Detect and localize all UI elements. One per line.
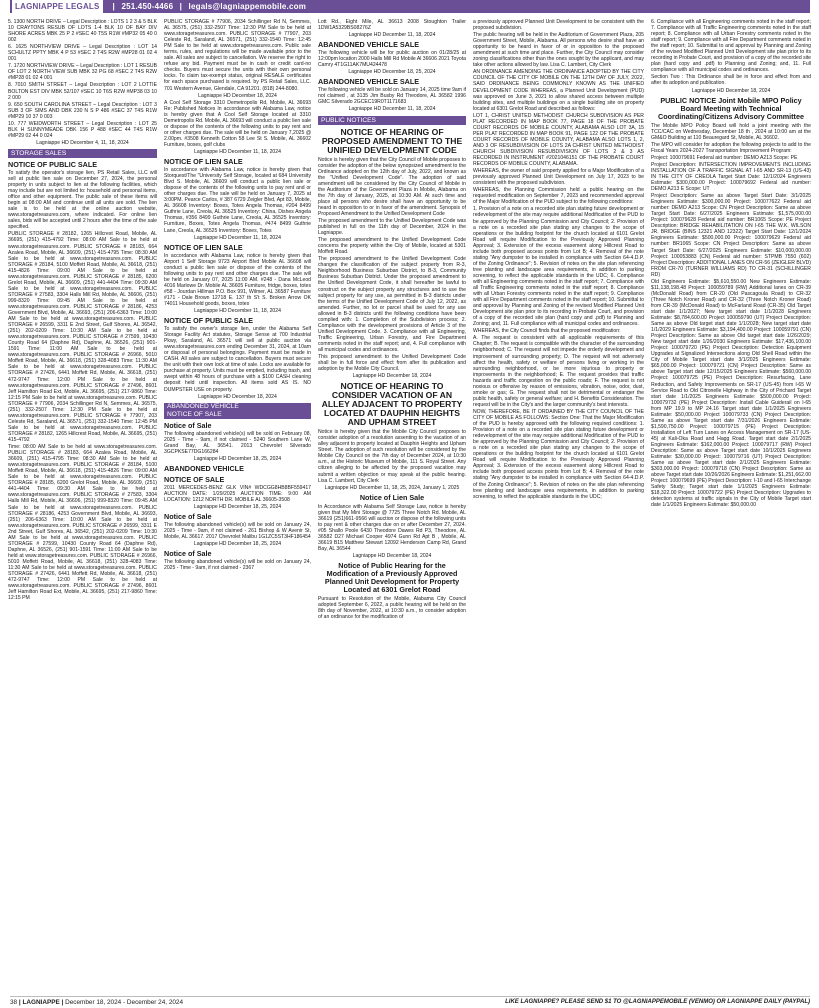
legal-paragraph: The MPO will consider for adoption the following projects to add to the Fiscal Years 2024-2027 Transportation Improvement Program: [651,141,811,154]
legal-paragraph: To satisfy the owner's storage lien, under the Alabama Self Storage Facility Act statutes, Storage Sense at 700 Industrial Pkwy, Saraland, AL 36571 will sell at public auction via www.storagetreasures.com ending December 31, 2024, at 10am or disposal of personal belongings. Payment must be made in CASH. All sales are subject to cancellation. Buyers must secure the unit with their own lock at time of sale. Locks are available for purchase at property. Units must be emptied, including trash, and swept within 48 hours of purchase with a $100 CASH cleaning deposit held until inspection. All items sold AS IS. NO DUMPSTER USE on property. [164,326,311,393]
header-phone: 251.450-4466 [121,2,174,11]
lagniappe-legals-brand: LAGNIAPPE LEGALS [12,0,103,13]
legal-paragraph: The proposed amendment to the Unified Development Code was published in full on the 11th day of December, 2024 in the Lagniappe. [318,217,466,237]
legal-paragraph: The following abandoned vehicle(s) will be sold on February 08, 2025 - Time - 9am, if not claimed - 5240 Southern Lane W, Grand Bay, AL 36541. 2013 Chevrolet Silverado 3GCPKSE77DG166284 [164,430,311,455]
notice-title: ABANDONED VEHICLE SALE [318,77,420,87]
legal-paragraph: Project: 100079691 Federal aid number: DEMO A213 Scope: PE [651,154,798,161]
notice-title: Notice of Sale [164,512,212,522]
publication-signature: Lagniappe HD December 11, 18, 2024 [194,148,281,155]
legal-paragraph: Lott Rd., Eight Mile, AL 36613 2008 Stoughton Trailer 1DW1A5329BS08276Z [318,19,466,32]
legal-paragraph: AN ORDINANCE AMENDING THE ORDINANCE ADOPTED BY THE CITY COUNCIL OF THE CITY OF MOBILE ON THE 12TH DAY OF JULY, 2022, SAID ORDINANCE BEING COMMONLY KNOWN AS THE UNIFIED DEVELOPMENT CODE WHEREAS, a Planned Unit Development (PUD) was approved on June 3, 2021 to allow shared access between multiple building sites, and multiple buildings on a single building site on property located at 6301 Grelot Road and described as follows: [473,69,644,112]
legal-paragraph: Pursuant to Resolution of the Mobile, Alabama City Council adopted September 6, 2022, a public hearing will be held on the 8th day of November, 2022, at 10:30 a.m., to consider adoption of an ordinance for the modification of [318,596,466,621]
legal-paragraph: 9. 650 SOUTH CAROLINA STREET – Legal Description : LOT 3 SUB 3 OF SIMS AND DBK 230 N S P 486 #SEC 37 T4S R1W #MP29 10 37 0 003 [8,101,157,120]
legal-paragraph: PUBLIC STORAGE # 77906, 2034 Schillinger Rd N, Semmes, AL 36575, (251) 332-2507 Time: 12:30 PM Sale to be held at www.storagetreasures.com. PUBLIC STORAGE # 77907, 203 Celeste Rd, Saraland, AL 36571, (251) 332-1540 Time: 12:45 PM Sale to be held at www.storagetreasures.com. Public sale terms, rules, and regulations will be made available prior to the sale. All sales are subject to cancellation. We reserve the right to refuse any bid. Payment must be in cash or credit card-no checks. Buyers must secure the units with their own personal locks. To claim tax-exempt status, original RESALE certificates for each space purchased is required. by PS Retail Sales, LLC. 701 Western Avenue, Glendale, CA 91201. (818) 244-8080. [164,19,311,92]
legal-paragraph: The proposed amendment to the Unified Development Code concerns the property within the City of Mobile, located at 5301 Moffett Road. [318,237,466,256]
legal-paragraph: In accordance with Alabama Law, notice is hereby given that Storquest/The "University Self Storage, located at 684 University Blvd S. Mobile, AL 36609 will conduct a public lien sale or dispose of the contents of the following units to pay rent and or other charges due. The sale will be held on January 7, 2025 at 3:00PM. Pearce Carlos, # 387 6729 Zeigler Blvd, Apt 83, Mobile, AL 36608 Inventory: Boxes, Totes Angela Thomas, #204 8499 Guthrie Lane, Creola, AL 36525 Inventory: China, Dishes Angela Thomas, #356 8499 Guthrie Lane, Creola, AL 36525 Inventory: Furniture, Boxes, Totes Angela Thomas, #474 8499 Guthrie Lane, Creola, AL 36525 Inventory: Boxes, Totes [164,167,311,234]
legal-paragraph: In Accordance with Alabama Self Storage Law, notice is hereby given that My Mini Storage @ 7725 Three Notch Rd. Mobile, AL 36619 (251)661-9566 will auction or dispose of the following units to pay rent & other charges due on or after December 27, 2024. #05 Shallo Poole 6430 Theodore Dawes Rd P3, Theodore, AL 36582 D27 Michael Cooper 4974 Gunn Rd Apt B , Mobile, AL 36619 B15 Matthew Stewart 12092 Henderson Camp Rd, Grand Bay, AL 36544 [318,503,466,552]
legal-paragraph: The following vehicle will be sold on January 14, 2025 time 9am if not claimed , at 3135 Jim Busby Rd Theodore, AL 36582 1996 GMC Silverado 2GCEC19R0T1171683 [318,87,466,106]
legal-paragraph: Notice is hereby given that the Mobile City Council proposes to consider adoption of a resolution assenting to the vacation of an alley adjacent to property located at Dauphin Heights and Upham Street. The adoption of such resolution will be considered by the Mobile City Council on the 7th day of December 2024, at 10:30 a.m., at the Historic Museum of Mobile, 111 S. Royal Street. Any citizen alleging to be affected by the proposed vacation may submit a written objection or may speak at the public hearing. Lisa C. Lambert, City Clerk [318,429,466,484]
notice-title: NOTICE OF LIEN SALE [164,157,243,167]
notice-title: Notice of Sale [164,549,212,559]
legal-paragraph: The Mobile MPO Policy Board will hold a joint meeting with the TCC/CAC on Wednesday, December 18 th , 2024 at 10:00 am at the GM&O Building at 110 Beauregard St, Mobile, AL 36602. [651,122,811,141]
publication-signature: Lagniappe HD December 18, 2024 [198,393,277,400]
notice-title: Notice of Sale [164,420,212,430]
legal-paragraph: NOW, THEREFORE, BE IT ORDAINED BY THE CITY COUNCIL OF THE CITY OF MOBILE AS FOLLOWS: Section One: That the Major Modification of the PUD is hereby approved with the following required conditions: 1. Provision of a note on a recorded site plan stating future development or redevelopment of the site may require additional Modification of the PUD to be approved by the Planning Commission and City Council; 2. Provision of a note on a recorded site plan stating any changes to the scope of operations or the building footprint for the church located at 6101 Grelot Road will require Modification to the Previously Approved Planning Approval; 3. Extension of the excess easement along Hillcrest Road to include both proposed access points from Lot B; 4. Removal of the note stating "Any dumpster to be installed in compliance with Section 64-4.D.P. of the Zoning Ordinance"; 5. Revision of notes on the site plan referencing tree planting and landscape area requirements, in addition to parking screening, to reflect the applicable standards in the UDC; [473,408,644,500]
notice-title: Notice of Lien Sale [359,492,425,502]
column-4 [473,19,644,995]
legal-paragraph: PUBLIC STORAGE # 28182, 1265 Hillcrest Road, Mobile, AL 36695, (251) 415-4792 Time: 08:00 AM Sale to be held at www.storagetreasures.com. PUBLIC STORAGE # 28183, 664 Azalea Road, Mobile, AL 36609, (251) 415-4795 Time: 08:30 AM Sale to be held at www.storagetreasures.com. PUBLIC STORAGE # 28184, 5100 Moffett Road, Mobile, AL 36618, (251) 415-4826 Time: 09:00 AM Sale to be held at www.storagetreasures.com. PUBLIC STORAGE # 28185, 6200 Grelot Road, Mobile, AL 36609, (251) 441-4404 Time: 09:30 AM Sale to be held at www.storagetreasures.com. PUBLIC STORAGE # 27583, 3304 Halls Mill Rd, Mobile, AL 36606, (251) 999-8320 Time: 09:45 AM Sale to be held at www.storagetreasures.com. PUBLIC STORAGE # 28186, 4253 Government Blvd, Mobile, AL 36693, (251) 206-6363 Time: 10:00 AM Sale to be held at www.storagetreasures.com. PUBLIC STORAGE # 26599, 3311 E 2nd Street, Gulf Shores, AL 36542, (251) 202-0209 Time: 10:30 AM Sale to be held at www.storagetreasures.com. PUBLIC STORAGE # 27599, 10430 County Road 64 (Daphne Rd), Daphne, AL 36526, (251) 901-1591 Time: 11:00 AM Sale to be held at www.storagetreasures.com. PUBLIC STORAGE # 26966, 5010 Moffett Road, Mobile, AL 36618, (251) 328-4083 Time: 11:30 AM Sale to be held at www.storagetreasures.com. PUBLIC STORAGE # 27426, 6441 Moffett Rd, Mobile, AL 36618, (251) 472-9747 Time: 12:00 PM Sale to be held at www.storagetreasures.com. PUBLIC STORAGE # 27496, 8601 Jeff Hamilton Road Ext, Mobile, AL 36695, (251) 217-9860 Time: 12:15 PM Sale to be held at www.storagetreasures.com. PUBLIC STORAGE # 77906, 2034 Schillinger Rd N, Semmes, AL 36575, (251) 332-2507 Time: 12:30 PM Sale to be held at www.storagetreasures.com. PUBLIC STORAGE # 77907, 203 Celeste Rd, Saraland, AL 36571, (251) 332-1540 Time: 12:45 PM Sale to be held at www.storagetreasures.com. PUBLIC STORAGE # 28182, 1265 Hillcrest Road, Mobile, AL 36695, (251) 415-4792 [8,231,157,443]
section-banner-public-notices: PUBLIC NOTICES [318,116,466,125]
section-banner-storage-sales: STORAGE SALES [8,149,157,158]
notice-title: NOTICE OF PUBLIC SALE [164,316,254,326]
legal-paragraph: 1. Provision of a note on a recorded site plan stating future development or redevelopment of the site may require additional Modification of the PUD to be approved by the Planning Commission and City Council; 2. Provision of a note on a recorded site plan stating any changes to the scope of operations or the building footprint for the church located at 6101 Grelot Road will require Modification to the Previously Approved Planning Approval; 3. Extension of the excess easement along Hillcrest Road to include both proposed access points from Lot B; 4. Removal of the note stating "Any dumpster to be installed in compliance with Section 64-4.D.P. of the Zoning Ordinance"; 5. Revision of notes on the site plan referencing tree planting and landscape area requirements, in addition to parking screening, to reflect the applicable standards in the UDC; 6. Compliance with all Engineering comments noted in the staff report; 7. Compliance with all Traffic Engineering comments noted in the staff report; 8. Compliance with all Urban Forestry comments noted in the staff report; 9. Compliance with all Fire Department comments noted in the staff report; 10. Submittal to and approval by Planning and Zoning of the revised Modified Planned Unit Development site plan prior to its recording in Probate Court, and provision of a copy of the recorded site plan (hard copy and .pdf) to Planning and Zoning; and, 11. Full compliance with all municipal codes and ordinances. [473,206,644,328]
publication-signature: Lagniappe HD December 11, 18, 2024 [194,308,281,315]
publication-signature: Lagniappe HD December 11, 18, 2024 [348,32,436,39]
publication-signature: Lagniappe HD December 11, 18, 2024 [194,234,281,241]
legal-paragraph: The public hearing will be held in the Auditorium of Government Plaza, 205 Government Street, Mobile, Alabama. All persons who desire shall have an opportunity to be heard in favor of or in opposition to the proposed amendment at such time and place. Further, the City Council may consider zoning classifications other than the ones sought by the applicant, and may take other actions allowed by law. Lisa C. Lambert, City Clerk [473,32,644,69]
legal-paragraph: To satisfy the operator's storage lien, PS Retail Sales, LLC will sell at public lien sale on December 27, 2024, the personal property in units subject to lien at the following facilities, which may include but are not limited to: household and personal items, office and other equipment. The public sale of these items will begin at 08:00 AM and continue until all units are sold. The lien sale is to be held at the online auction website, www.storagetreasures.com, where indicated. For online lien sales, bids will be accepted until 2 hours after the time of the sale specified. [8,169,157,231]
legal-paragraph: A Cool Self Storage 3310 Demetropolis Rd, Mobile, AL 36693 Re: Published Notices In accordance with Alabama Law, notice is hereby given that A Cool Self Storage located at 3310 Demetropolis Rd. Mobile, AL 36693 will conduct a public lien sale or dispose of the contents of the following units to pay rent and or other charges due. The sale will be held on January 7,2025 @ 2.00pm. #3508 Kenneth Cotton 58 Lee St S. Mobile, AL 36602 Furniture, boxes, golf clubs [164,99,311,148]
legal-paragraph: Notice is hereby given that the City Council of Mobile proposes to consider the adoption of the below synopsized amendment to the Ordinance adopted on the 12th day of July, 2022, and known as the "Unified Development Code". The adoption of said amendment will be considered by the City Council of Mobile in the Auditorium of the Government Plaza in Mobile, Alabama on the 7th day of January, 2025, at 10:30 AM. At such time and place all persons who desire shall have an opportunity to be heard in opposition to or in favor of the amendment. Synopsis of Proposed Amendment to the Unified Development Code [318,156,466,217]
legal-paragraph: The following vehicle will be for public auction on 01/28/25 at 12:00pm location 2000 Halls Mill Rd Mobile Al 36606 2021 Toyota Camry 4T1G11AK7MU424478 [318,50,466,69]
publication-signature: Lagniappe HD December 18, 25, 2024 [348,69,436,76]
publication-signature: Lagniappe HD December 18, 2024 [198,92,277,99]
publication-signature: Lagniappe HD December 18, 25, 2024 [193,504,282,510]
page-number: 38 [10,998,18,1006]
notice-title: NOTICE OF LIEN SALE [164,242,243,252]
notice-title: ABANDONED VEHICLE [164,463,244,473]
legal-paragraph: 5. 1300 NORTH DRIVE – Legal Description : LOTS 1 2 3 & 5 BLK 10 CRAYTONS RESUB OF LOTS 1-4 BLK 10 OF BAY DIV SHORE ACRES MBK 25 P 2 #SEC 40 T5S R1W #MP32 05 40 0 002 [8,19,157,44]
publication-signature: Lagniappe HD December 18, 2024 [352,553,432,560]
legal-paragraph: Project Description: INTERSECTION IMPROVEMENTS INCLUDING INSTALLATION OF A TRAFFIC SIGNAL AT I-65 AND SR-13 (US-43) IN THE CITY OF CREOLA Target Start Date: 12/1/2024 Engineers Estimate: $300,000.00 Project: 100079692 Federal aid number: DEMO A213 E Scope: UT [651,161,811,193]
legal-paragraph: 8. 7010 SMITH STREET – Legal Description : LOT 2 LOTTIE BOLTON EST DIV MBK 52/107 #SEC 10 T6S R2W #MP38 03 10 2 000 [8,82,157,101]
legal-paragraph: The proposed amendment to the Unified Development Code changes the classification of the subject property from R-3, Neighborhood Business Suburban District, to B-3, Community Business Suburban District. Under the proposed amendment to the Unified Development Code, it shall hereafter be lawful to construct on the subject property any structures and to use the subject property for any use, as permitted in B-3 districts under the terms of the Unified Development Code of July 12, 2022, as amended. Further, no lot or parcel shall be used for any use allowed in B-3 districts until the following conditions have been complied with: 1. Completion of the Subdivision process; 2. Compliance with the development provisions of Article 3 of the Unified Development Code. 3. Compliance with all Engineering, Traffic Engineering, Urban Forestry, and Fire Department comments noted in the staff report; and, 4. Full compliance with all municipal codes and ordinances. [318,256,466,353]
header-email[interactable]: legals@lagniappemobile.com [188,2,307,11]
publication-signature: Lagniappe HD December 18, 2024 [691,87,771,94]
notice-title: ABANDONED VEHICLE SALE [318,40,420,50]
legal-paragraph: The following abandoned vehicle(s) will be sold on January 24, 2025 - Time - 9am, if not claimed - 2367 [164,559,311,572]
legal-paragraph: 2011 MERCEDES-BENZ GLK VIN# WDCGG8HB8BF559417 AUCTION DATE: 1/29/2025 AUCTION TIME: 9:00 AM LOCATION: 1212 NORTH DR. MOBILE AL 36605-3508 [164,484,311,503]
legal-paragraph: 6. 1625 NORTHVIEW DRIVE – Legal Description : LOT 14 SCHULTZ PPTY MBK 4 P 53 #SEC 2 T4S R2W #MP28 01 02 4 001 [8,44,157,63]
page-footer: 38 | LAGNIAPPE | December 18, 2024 - December 24, 2024 LIKE LAGNIAPPE? PLEASE SEND $1 TO @LAGNIAPPEMOBILE (VENMO) OR LAGNIAPPE DAILY (PAYPAL) [10,996,810,1007]
legal-paragraph: Old Engineers Estimate: $5,610,550.00 New Engineers Estimate: $11,138,198.48 Project: 100059789 (RW) Additional lanes on CR-39 (McDonald Road) from CR-20 (Old Pascagoula Road) to CR-32 (Three Notch Kroner Road) and CR-32 (Three Notch Kroner Road) from CR-39 (McDonald Road) to McFarland Road (CR-35) Old Target start date 1/1/2027; New target start date 1/1/2028 Engineers Estimate: $8,784,600.00 Project 100059790 (UT) Project Description: Same as above Old target start date 1/1/2028; New target start date 1/1/2029 Engineers Estimate: $3,194,400.00 Project: 100059791 (CN) Project Description: Same as above Old target start date 1/26/2029; New target start date 1/26/2030 Engineers Estimate: $17,436,100.00 Project: 100079720 (PE) Project Description: Detection Equipment Upgrades at Signalized Intersections along Old Shell Road within the City of Mobile Target start date 3/1/2025 Engineers Estimate: $65,000.00 Project: 100079721 (CN) Project Description: Same as above Target start date 12/15/2025 Engineers Estimate: $560,000.00 Project: 100079725 (PE) Project Description: Resurfacing, Lane Reduction, and Safety Improvements on SR-17 (US-45) from I-65 W Service Road to Old Citronelle Highway in the City of Prichard Target start date 1/1/2025 Engineers Estimate: $500,000.00 Project: 100079732 (PE) Project Description: Install Cable Guiderail on I-65 from MP 19.9 to MP 24.16 Target start date 1/1/2025 Engineers Estimate: $50,000.00 Project 100079733 (CN) Project Description: Same as above Target start date 7/31/2026 Engineers Estimate: $1,590,750.00 Project: 100079715 (PE) Project Description: Installation of Left Turn Lanes on Access Management on SR-17 (US-45) at Kali-Oka Road and Hagg Road. Target start date 2/1/2025 Engineers Estimate: $162,000.00 Project: 100079717 (RW) Project Description: Same as above Target start date 10/1/2025 Engineers Estimate: $30,000.00 Project: 100079716 (UT) Project Description: Same as above Target start date 2/1/2025 Engineers Estimate: $303,000.00 Project: 100079718 (CN) Project Description: Same as above Target start date 10/26/2026 Engineers Estimate: $1,251,662.00 Project: 100079699 (PE) Project Description: I-10 and I-65 Interchange Safety Study; Target start date 1/1/2025 Engineers Estimate: $18,322.00 Project: 100079722 (PE) Project Description: Upgrades to detection systems at traffic signals in the City of Mobile Target start date 1/1/2025 Engineers Estimate: $50,000.00 [651,278,811,509]
legal-paragraph: LOT 1, CHRIST UNITED METHODIST CHURCH SUBDIVISION AS PER PLAT RECORDED IN MAP BOOK 77, PAGE 18 OF THE PROBATE COURT RECORDS OF MOBILE COUNTY, ALABAMA ALSO LOT 3A, 15 PER PLAT RECORDED IN MAP BOOK 91, PAGE 122 OF THE PROBATE COURT RECORDS OF MOBILE COUNTY, ALABAMA ALSO LOTS 1, 2, AND 3 OF RESUBDIVISION OF LOTS 2A CHRIST UNITED METHODIST CHURCH SUBDIVISION RESUBDIVISION OF LOTS 2 & 3 AS RECORDED IN INSTRUMENT #2021046151 OF THE PROBATE COURT RECORDS OF MOBILE COUNTY, ALABAMA. [473,112,644,168]
publication-signature: Lagniappe HD December 4, 11, 18, 2024 [36,139,129,146]
legal-paragraph: a previously approved Planned Unit Development to be consistent with the proposed subdivision. [473,19,644,32]
legal-paragraph: WHEREAS, the Planning Commission held a public hearing on the requested modification on September 7, 2023 and recommended approval of the Major Modification of the PUD subject to the following conditions: [473,187,644,206]
legal-paragraph: A. The request is consistent with all applicable requirements of this Chapter; B. The request is compatible with the character of the surrounding neighborhood; C. The request will not impede the orderly development and improvement of surrounding property; D. The request will not adversely affect the health, safety or welfare of persons living or working in the surrounding neighborhood, or be more injurious to property or improvements in the neighborhood; E. The request provides that traffic hazards and traffic congestion on the public roads; F. The request is not noxious or offensive by reason of emissions, vibration, noise, odor, dust, smoke or gas; G. The request shall not be detrimental or endanger the public health, safety or general welfare; and H. Benefits Consideration. The request will be in the City's and the larger community's best interests. [473,335,644,408]
publication-signature: Lagniappe HD December 11, 18, 25, 2024, January 1, 2025 [324,484,460,491]
publication-signature: Lagniappe HD December 18, 25, 2024 [193,455,282,462]
section-banner-abandoned-vehicle [164,403,311,419]
banner-line: NOTICE OF SALE [167,410,222,418]
legal-paragraph: WHEREAS, the City Council finds that the proposed modification: [473,328,621,335]
issue-dates: December 18, 2024 - December 24, 2024 [65,998,184,1006]
legal-paragraph: Section Two : This Ordinance shall be in force and effect from and after its adoption and publication. [651,74,811,87]
legal-paragraph: In accordance with Alabama Law, notice is hereby given that Airport 1 Self Storage 9723 Airport Blvd Mobile AL 36608 will conduct a public lien sale or dispose of the contents of the following units to pay rent and other charges due. The sale will be held on January 07, 2025 11:00 AM. #248 - Dana McLeod 4016 Marlowe Dr. Mobile AL 36605 Furniture, fridge, boxes, totes #58 - Jourdan Hillman P.O. Box 991, Wilmer, AL 36587 Furniture #171 - Dale Brown 12718 E. 137 th S't S. Broken Arrow OK 74011 Household goods, boxes, totes [164,252,311,307]
legal-paragraph: 7. 1720 NORTHVIEW DRIVE – Legal Description : LOT 1 RESUB OF LOT 2 NORTH VIEW SUB MBK 32 PG 68 #SEC 2 T4S R2W #MP28 01 02 4 001 [8,63,157,82]
legal-paragraph: 6. Compliance with all Engineering comments noted in the staff report; 7. Compliance with all Traffic Engineering comments noted in the staff report; 8. Compliance with all Urban Forestry comments noted in the staff report; 9. Compliance with all Fire Department comments noted in the staff report; 10. Submittal to and approval by Planning and Zoning of the revised Modified Planned Unit Development site plan prior to its recording in Probate Court, and provision of a copy of the recorded site plan (hard copy and .pdf) to Planning and Zoning; and, 11. Full compliance with all municipal codes and ordinances. [651,19,811,74]
legal-paragraph: WHEREAS, the owner of said property applied for a Major Modification of a previously approved Planned Unit Development on July 17, 2023 to be consistent with the proposed subdivision. [473,168,644,187]
legal-paragraph: Time: 08:00 AM Sale to be held at www.storagetreasures.com. PUBLIC STORAGE # 28183, 664 Azalea Road, Mobile, AL 36609, (251) 415-4795 Time: 08:30 AM Sale to be held at www.storagetreasures.com. PUBLIC STORAGE # 28184, 5100 Moffett Road, Mobile, AL 36618, (251) 415-4826 Time: 09:00 AM Sale to be held at www.storagetreasures.com. PUBLIC STORAGE # 28185, 6200 Grelot Road, Mobile, AL 36609, (251) 441-4404 Time: 09:30 AM Sale to be held at www.storagetreasures.com. PUBLIC STORAGE # 27583, 3304 Halls Mill Rd, Mobile, AL 36606, (251) 999-8320 Time: 09:45 AM Sale to be held at www.storagetreasures.com. PUBLIC STORAGE # 28186, 4253 Government Blvd, Mobile, AL 36693, (251) 206-6363 Time: 10:00 AM Sale to be held at www.storagetreasures.com. PUBLIC STORAGE # 26599, 3311 E 2nd Street, Gulf Shores, AL 36542, (251) 202-0209 Time: 10:30 AM Sale to be held at www.storagetreasures.com. PUBLIC STORAGE # 27599, 10430 County Road 64 (Daphne Rd), Daphne, AL 36526, (251) 901-1591 Time: 11:00 AM Sale to be held at www.storagetreasures.com. PUBLIC STORAGE # 26966, 5010 Moffett Road, Mobile, AL 36618, (251) 328-4083 Time: 11:30 AM Sale to be held at www.storagetreasures.com. PUBLIC STORAGE # 27426, 6441 Moffett Rd, Mobile, AL 36618, (251) 472-9747 Time: 12:00 PM Sale to be held at www.storagetreasures.com. PUBLIC STORAGE # 27496, 8601 Jeff Hamilton Road Ext, Mobile, AL 36695, (251) 217-9860 Time: 12:15 PM [8,444,157,602]
notice-title: NOTICE OF PUBLIC SALE [8,159,98,169]
publication-name: LAGNIAPPE [22,998,60,1006]
legal-paragraph: 10. 777 WEIDWORTH STREET – Legal Description : LOT 25 BLK H SUNNYMEADE DBK 156 P 488 #SEC 44 T4S R1W #MP29 02 44 0 024 [8,120,157,139]
column-5 [651,19,811,995]
banner-line: ABANDONED VEHICLE [167,402,239,410]
notice-title: NOTICE OF HEARING OF PROPOSED AMENDMENT TO THE UNIFIED DEVELOPMENT CODE [321,126,463,155]
footer-promo: LIKE LAGNIAPPE? PLEASE SEND $1 TO @LAGNIAPPEMOBILE (VENMO) OR LAGNIAPPE DAILY (PAYPAL) [505,999,810,1005]
legal-paragraph: Project Description: Same as above Target Start Date: 3/1/2025 Engineers Estimate: $300,000.00 Project: 100077622 Federal aid number: DEMO A213 Scope: CN Project Description: Same as above Target Start Date: 6/27/2025 Engineers Estimate: $1,575,000.00 Project: 100079628 Federal aid number: BR1065 Scope: PE Project Description: BRIDGE REHABILITATION ON I-65 THE W.K. WILSON JR. BRIDGE (BINS 12321 AND 12322) Target Start Date: 12/1/2024 Engineers Estimate: $500,000.00 Project: 100079629 Federal aid number: BR1065 Scope: CN Project Description: Same as above Target Start Date: 6/27/2025 Engineers Estimate: $10,000,000.00 Project: 100053883 (CN) Federal aid number: STPMB 7550 (602) Project Description: ADDITIONAL LANES ON CR-56 (ZEIGLER BLVD) FROM CR-70 (TURNER WILLIAMS RD) TO CR-31 (SCHILLINGER RD) [651,193,811,278]
publication-signature: Lagniappe HD December 18, 25, 2024 [193,541,282,548]
column-2 [164,19,311,995]
notice-title: PUBLIC NOTICE Joint Mobile MPO Policy Board Meeting with Technical Coordinating/Citizens Advisory Committee [658,95,804,121]
notice-title: Notice of Public Hearing for the Modification of a Previously Approved Planned Unit Development for Property Located at 6301 Grelot Road [324,561,460,595]
publication-signature: Lagniappe HD December 11, 18, 2024 [348,106,436,113]
legal-paragraph: The following abandoned vehicle(s) will be sold on January 24, 2025 - Time - 9am, if not claimed - 261 Bishop & W Avenir St, Mobile, AL 36617. 2017 Chevrolet Malibu 1G1ZC5ST3HF186454 [164,522,311,541]
publication-signature: Lagniappe HD December 18, 2024 [352,373,432,380]
legal-paragraph: This proposed amendment to the Unified Development Code shall be in full force and effect from after its publication and adoption by the Mobile City Council. [318,354,466,373]
notice-title: NOTICE OF HEARING TO CONSIDER VACATION OF AN ALLEY ADJACENT TO PROPERTY LOCATED AT DAUPHIN HEIGHTS AND UPHAM STREET [321,381,463,428]
page-header: LAGNIAPPE LEGALS | 251.450-4466 | legals@lagniappemobile.com [10,0,810,13]
column-3 [318,19,466,995]
notice-subtitle: NOTICE OF SALE [164,474,225,484]
column-1 [8,19,157,995]
